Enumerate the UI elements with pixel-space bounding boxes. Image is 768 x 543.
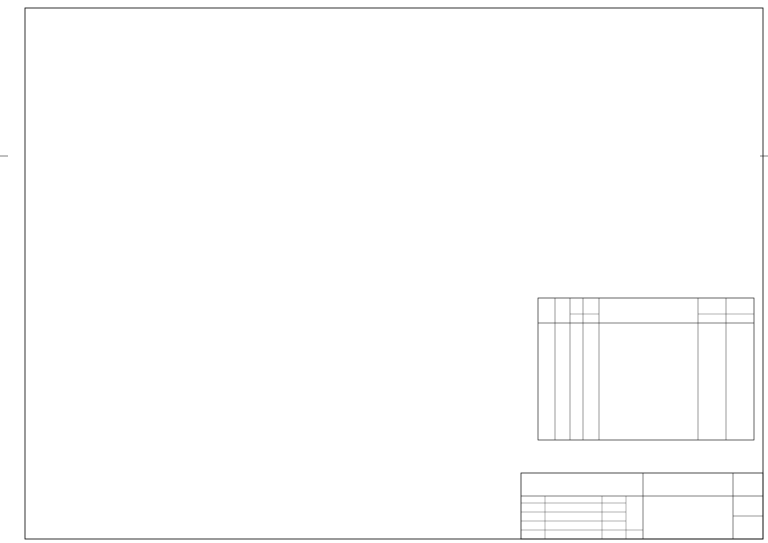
sheet-border (25, 8, 763, 539)
title-block (521, 473, 763, 539)
table-frame (538, 298, 754, 440)
extras-armare (538, 298, 754, 440)
